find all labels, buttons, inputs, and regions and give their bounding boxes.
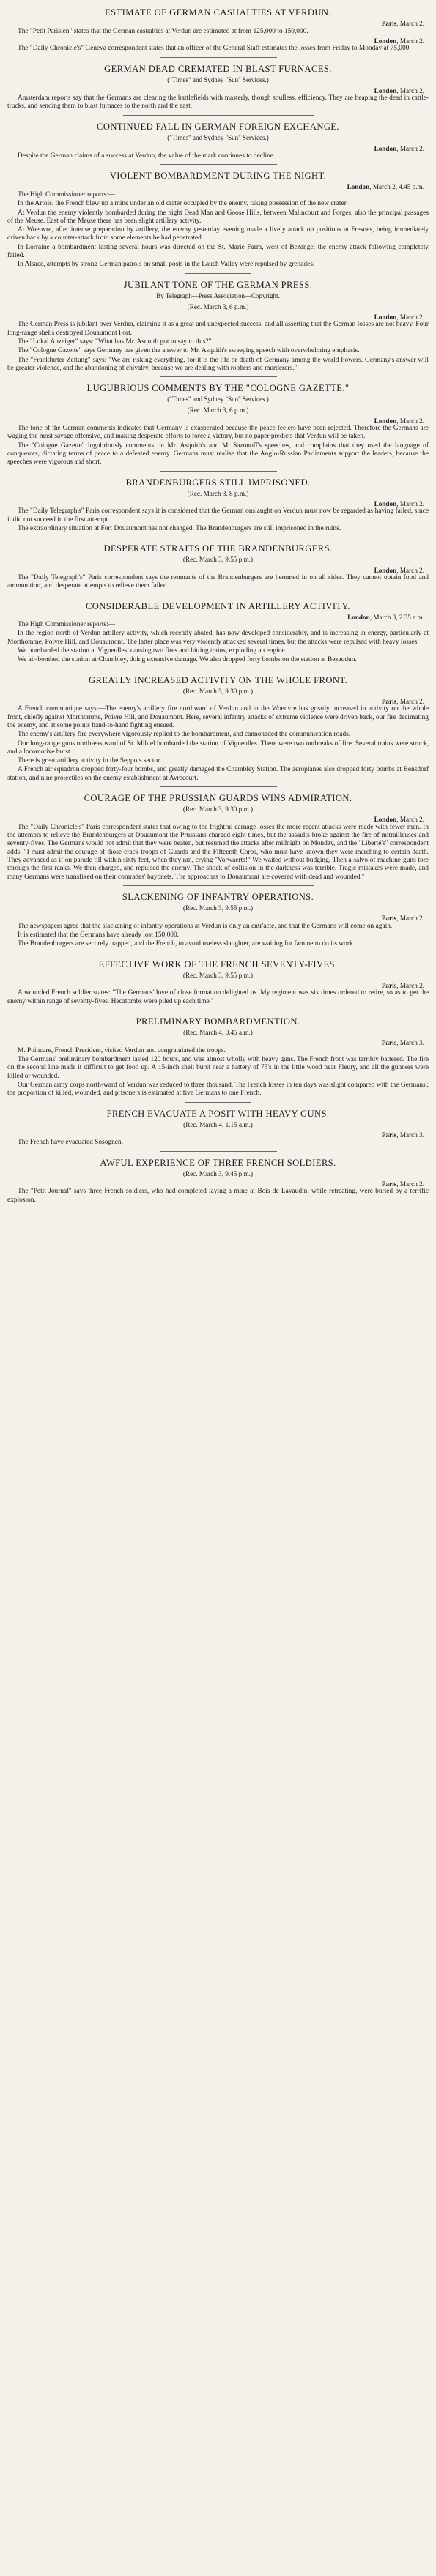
- article-paragraph: At Woeuvre, after intense preparation by artillery, the enemy yesterday evening made a lively attack on positions at Fresnes, being immediately driven back by a counter-attack from some elements he had penetrated.: [7, 226, 429, 242]
- dateline-date: March 2.: [399, 144, 424, 152]
- dateline-place: Paris: [381, 1131, 397, 1139]
- article-paragraph: We air-bombed the station at Chambley, doing extensive damage. We also dropped forty bombs on the station at Bezaudun.: [18, 656, 357, 664]
- dateline-place: London: [374, 313, 397, 321]
- article-paragraph: The "Petit Parisien" states that the German casualties at Verdun are estimated at from 125,000 to 150,000.: [18, 27, 308, 35]
- article-headline: VIOLENT BOMBARDMENT DURING THE NIGHT.: [109, 171, 327, 182]
- article: [7, 675, 429, 783]
- news-service-credit: By Telegraph—Press Association—Copyright.: [156, 291, 280, 299]
- received-time: (Rec. March 3, 9.30 p.m.): [182, 805, 254, 814]
- received-time: (Rec. March 3, 9.55 p.m.): [182, 904, 254, 912]
- dateline: London, March 2.: [374, 417, 424, 425]
- article: [7, 793, 429, 882]
- article-paragraph: A wounded French soldier states: "The Germans' love of close formation delighted us. My regiment was six times ordered to retire, so as to get the enemy within range of seventy-fives. Hecatombs were piled up each time.": [7, 989, 429, 1005]
- article: [7, 171, 429, 269]
- article-headline: BRANDENBURGERS STILL IMPRISONED.: [125, 477, 311, 488]
- newspaper-page: [0, 0, 436, 1205]
- article-paragraph: In Lorraine a bombardment lasting several hours was directed on the St. Marie Farm, west of Bezange; the enemy attack following completely failed.: [7, 243, 429, 260]
- dateline-date: March 2.: [399, 816, 424, 824]
- article-paragraph: The "Daily Telegraph's" Paris correspondent says it is considered that the German onslaught on Verdun must now be regarded as having failed, since it did not succeed in the first attempt.: [7, 507, 429, 524]
- article: [7, 601, 429, 665]
- article-paragraph: The "Petit Journal" says three French soldiers, who had completed laying a mine at Bois de Lavaudin, while retreating, were buried by a terrific explosion.: [7, 1188, 429, 1204]
- dateline-date: March 2.: [399, 981, 424, 989]
- article-paragraph: At Verdun the enemy violently bombarded during the night Dead Man and Goose Hills, between Malincourt and Forges; also the principal passages of the Meuse. East of the Meuse there has been slight artillery activity.: [7, 209, 429, 225]
- dateline: London, March 2.: [374, 313, 424, 321]
- article: [7, 280, 429, 373]
- news-service-credit: ("Times" and Sydney "Sun" Services.): [167, 395, 269, 403]
- article-paragraph: The Germans' preliminary bombardment lasted 120 hours, and was almost wholly with heavy guns. The French front was terribly battered. The fire on the second line made it difficult to get food up. A 15-inch shell burst near a battery of 75's in the little wood near Fleury, and all the gunners were killed or wounded.: [7, 1056, 429, 1080]
- column-rule: [185, 273, 251, 274]
- article-headline: GREATLY INCREASED ACTIVITY ON THE WHOLE FRONT.: [88, 674, 348, 685]
- dateline-place: London: [374, 499, 397, 507]
- dateline: London, March 2.: [374, 86, 424, 94]
- dateline-date: March 2.: [399, 697, 424, 705]
- received-time: (Rec. March 3, 8 p.m.): [187, 489, 249, 497]
- article-headline: LUGUBRIOUS COMMENTS BY THE "COLOGNE GAZETTE.": [86, 383, 350, 394]
- article: [7, 543, 429, 590]
- article-headline: ESTIMATE OF GERMAN CASUALTIES AT VERDUN.: [105, 7, 331, 18]
- dateline-place: London: [374, 144, 397, 152]
- dateline-place: London: [347, 613, 370, 621]
- dateline-place: Paris: [381, 20, 397, 27]
- article-paragraph: There is great artillery activity in the Seppois sector.: [18, 757, 162, 765]
- article-headline: FRENCH EVACUATE A POSIT WITH HEAVY GUNS.: [106, 1108, 330, 1119]
- dateline: London, March 2.: [374, 37, 424, 45]
- dateline-place: Paris: [381, 981, 397, 989]
- article-paragraph: The tone of the German comments indicates that Germany is exasperated because the peace feelers have been rejected. Therefore the Germans are waging the most savage offensive, and making desperate efforts to force a victory, but no paper predicts that Verdun will be taken.: [7, 425, 429, 441]
- received-time: (Rec. March 4, 1.15 a.m.): [183, 1120, 253, 1128]
- article-paragraph: The German Press is jubilant over Verdun, claiming it as a great and unexpected success, and all asserting that the German losses are not heavy. Four long-range shells destroyed Douaumont Fort.: [7, 321, 429, 337]
- article-headline: EFFECTIVE WORK OF THE FRENCH SEVENTY-FIVES.: [98, 958, 338, 969]
- dateline-place: Paris: [381, 697, 397, 705]
- article-paragraph: A French communique says:—The enemy's artillery fire northward of Verdun and in the Woeuvre has greatly increased in activity on the whole front, chiefly against Morthomme, Poivre Hill, and Douaumont. Here, several infantry attacks of extreme violence were driven back, our fire decimating the enemy, and at some points hand-to-hand fighting ensued.: [7, 705, 429, 729]
- article-paragraph: The enemy's artillery fire everywhere vigorously replied to the bombardment, and cannonaded the communication roads.: [18, 731, 351, 739]
- dateline: Paris, March 3.: [381, 1131, 424, 1139]
- received-time: (Rec. March 3, 9.30 p.m.): [182, 687, 254, 695]
- dateline-date: March 3, 2.35 a.m.: [373, 613, 424, 621]
- dateline-place: London: [374, 417, 397, 425]
- article: [7, 1016, 429, 1098]
- dateline-date: March 2.: [399, 86, 424, 94]
- article-paragraph: In the region north of Verdun artillery activity, which recently abated, has now developed considerably, and is increasing in energy, particularly at Morthomme, Poivre Hill, and Douaumont. The latter place was very violently attacked several times, but the attacks were repulsed with heavy losses.: [7, 630, 429, 646]
- article-headline: CONTINUED FALL IN GERMAN FOREIGN EXCHANGE.: [97, 121, 339, 132]
- dateline-place: London: [374, 37, 397, 45]
- dateline-date: March 3.: [399, 1039, 424, 1047]
- dateline-date: March 2.: [399, 915, 424, 923]
- article: [7, 1158, 429, 1205]
- dateline-date: March 2.: [399, 313, 424, 321]
- dateline: London, March 3, 2.35 a.m.: [347, 613, 424, 621]
- article: [7, 477, 429, 534]
- dateline-place: London: [374, 566, 397, 574]
- dateline-date: March 2.: [399, 37, 424, 45]
- dateline-place: London: [374, 816, 397, 824]
- news-service-credit: ("Times" and Sydney "Sun" Services.): [167, 75, 269, 83]
- dateline: Paris, March 3.: [381, 1039, 424, 1047]
- dateline: Paris, March 2.: [381, 981, 424, 989]
- article-paragraph: The "Daily Telegraph's" Paris correspondent says the remnants of the Brandenburgers are hemmed in on all sides. They cannot obtain food and ammunition, and desperate attempts to relieve them failed.: [7, 574, 429, 590]
- dateline: Paris, March 2.: [381, 697, 424, 705]
- dateline-date: March 2, 4.45 p.m.: [372, 183, 424, 191]
- dateline-date: March 2.: [399, 417, 424, 425]
- dateline-date: March 2.: [399, 20, 424, 27]
- dateline-place: Paris: [381, 1039, 397, 1047]
- dateline: London, March 2, 4.45 p.m.: [347, 183, 424, 191]
- received-time: (Rec. March 3, 6 p.m.): [187, 302, 249, 310]
- article-paragraph: The "Daily Chronicle's" Paris correspondent states that owing to the frightful carnage losses the more recent attacks were made with fewer men. In the attempts to relieve the Brandenburgers at Douaumont the Prussians charged eight times, but the assaults broke against the fire of mitrailleuses and seventy-fives. The Germans would not admit that they were beaten, but resumed the attacks after midnight on Monday, and the "Liberté's" correspondent adds: "I must admit the courage of those crack troops of Guards and the Fifteenth Corps, who must have known they were marching to certain death. They advanced as if on parade till within sixty feet, when they ran, crying "Vorwaerts!" We waited without budging. Then a salvo of machine-guns tore through the first ranks. We then charged, and repulsed the enemy. The shock of collision in the darkness was terrible. Tragic mistakes were made, and many Germans were transfixed on their comrades' bayonets. The approaches to Douaumont are covered with dead and wounded.": [7, 823, 429, 881]
- article: [7, 7, 429, 53]
- column-rule: [160, 57, 277, 58]
- news-service-credit: ("Times" and Sydney "Sun" Services.): [167, 133, 269, 141]
- article-headline: COURAGE OF THE PRUSSIAN GUARDS WINS ADMIRATION.: [84, 793, 352, 804]
- article-headline: SLACKENING OF INFANTRY OPERATIONS.: [122, 891, 314, 902]
- column-rule: [185, 1102, 251, 1103]
- article-headline: AWFUL EXPERIENCE OF THREE FRENCH SOLDIERS.: [100, 1157, 336, 1168]
- dateline: London, March 2.: [374, 499, 424, 507]
- article-headline: GERMAN DEAD CREMATED IN BLAST FURNACES.: [104, 63, 332, 74]
- article: [7, 1109, 429, 1147]
- dateline: Paris, March 2.: [381, 1180, 424, 1188]
- dateline: Paris, March 2.: [381, 20, 424, 27]
- article-paragraph: In the Artois, the French blew up a mine under an old crater occupied by the enemy, taking possession of the new crater.: [18, 200, 348, 208]
- article-paragraph: M. Poincare, French President, visited Verdun and congratulated the troops.: [18, 1046, 226, 1054]
- article-paragraph: We bombarded the station at Vigneulles, causing two fires and hitting trains, exploding an engine.: [18, 647, 287, 655]
- received-time: (Rec. March 3, 9.55 p.m.): [182, 556, 254, 564]
- article-paragraph: The "Daily Chronicle's" Geneva correspondent states that an officer of the General Staff estimates the losses from Friday to Monday at 75,000.: [18, 45, 411, 53]
- article-paragraph: The extraordinary situation at Fort Douaumont has not changed. The Brandenburgers are still imprisoned in the ruins.: [18, 524, 341, 532]
- column-rule: [160, 471, 277, 472]
- column-rule: [160, 164, 277, 165]
- article: [7, 383, 429, 466]
- received-time: (Rec. March 3, 6 p.m.): [187, 406, 249, 414]
- dateline: Paris, March 2.: [381, 915, 424, 923]
- dateline-place: Paris: [381, 915, 397, 923]
- dateline-place: Paris: [381, 1180, 397, 1188]
- article-paragraph: It is estimated that the Germans have already lost 150,000.: [18, 931, 179, 939]
- article-headline: PRELIMINARY BOMBARDMENTION.: [136, 1016, 300, 1027]
- article-paragraph: Amsterdam reports say that the Germans are clearing the battlefields with masterly, though soulless, efficiency. They are heaping the dead in cattle-trucks, and sending them to blast furnaces to the north and the east.: [7, 94, 429, 111]
- article-paragraph: The High Commissioner reports:—: [18, 621, 116, 629]
- article-headline: JUBILANT TONE OF THE GERMAN PRESS.: [123, 279, 313, 290]
- article: [7, 959, 429, 1006]
- article-paragraph: In Alsace, attempts by strong German patrols on small posts in the Lauch Valley were repulsed by grenades.: [18, 261, 315, 269]
- received-time: (Rec. March 3, 9.45 p.m.): [182, 1169, 254, 1177]
- article-paragraph: Our long-range guns north-eastward of St. Mihiel bombarded the station of Vigneulles. There were two outbreaks of fire. Several trains were struck, and a locomotive burst.: [7, 740, 429, 756]
- dateline-date: March 2.: [399, 499, 424, 507]
- article-paragraph: The "Lokal Anzeiger" says: "What has Mr. Asquith got to say to this?": [18, 338, 212, 346]
- dateline: London, March 2.: [374, 144, 424, 152]
- article-paragraph: Our German army corps north-ward of Verdun was reduced to three thousand. The French losses in ten days was slight compared with the Germans'; the proportion of killed, wounded, and prisoners is estimated at five Germans to one French.: [7, 1081, 429, 1098]
- article: [7, 64, 429, 111]
- article-paragraph: The "Cologne Gazette" says Germany has given the answer to Mr. Asquith's sweeping speech with overwhelming emphasis.: [18, 347, 360, 355]
- article-paragraph: The "Cologne Gazette" lugubriously comments on Mr. Asquith's and M. Sazonoff's speeches, and complains that they used the language of conquerors, dictating terms of peace to a defeated enemy. Germans must realise that the Anglo-Russian Parliaments support the leaders, because the speeches were vigorous and short.: [7, 442, 429, 466]
- dateline-place: London: [347, 183, 370, 191]
- dateline: London, March 2.: [374, 566, 424, 574]
- received-time: (Rec. March 3, 9.55 p.m.): [182, 971, 254, 979]
- dateline: London, March 2.: [374, 816, 424, 824]
- dateline-date: March 2.: [399, 566, 424, 574]
- article-paragraph: A French air squadron dropped forty-four bombs, and greatly damaged the Chambley Station. The aeroplanes also dropped forty bombs at Bensdorf station, and nine projectiles on the enemy establishment at Avrecourt.: [7, 766, 429, 782]
- article-paragraph: The High Commissioner reports:—: [18, 190, 116, 198]
- article-paragraph: The "Frankfurter Zeitung" says: "We are risking everything, for it is the life or death of Germany among the world Powers. Germany's answer will be greater violence, and the abandoning of chivalry, because we are dealing with robbers and murderers.": [7, 356, 429, 372]
- article: [7, 892, 429, 949]
- article-paragraph: The French have evacuated Sosognen.: [18, 1139, 123, 1147]
- received-time: (Rec. March 4, 0.45 a.m.): [183, 1029, 253, 1036]
- column-rule: [160, 376, 277, 377]
- dateline-place: London: [374, 86, 397, 94]
- article: [7, 122, 429, 161]
- article-headline: CONSIDERABLE DEVELOPMENT IN ARTILLERY ACTIVITY.: [86, 600, 350, 611]
- column-rule: [160, 786, 277, 787]
- dateline-date: March 2.: [399, 1180, 424, 1188]
- article-paragraph: The Brandenburgers are securely trapped, and the French, to avoid useless slaughter, are waiting for famine to do its work.: [18, 940, 355, 948]
- dateline-date: March 3.: [399, 1131, 424, 1139]
- article-paragraph: The newspapers agree that the slackening of infantry operations at Verdun is only an entr'acte, and that the Germans will come on again.: [18, 922, 393, 930]
- column-rule: [123, 885, 314, 886]
- column-rule: [160, 1151, 277, 1152]
- article-headline: DESPERATE STRAITS OF THE BRANDENBURGERS.: [103, 543, 333, 554]
- article-paragraph: Despite the German claims of a success at Verdun, the value of the mark continues to decline.: [18, 152, 276, 160]
- column-rule: [123, 115, 314, 116]
